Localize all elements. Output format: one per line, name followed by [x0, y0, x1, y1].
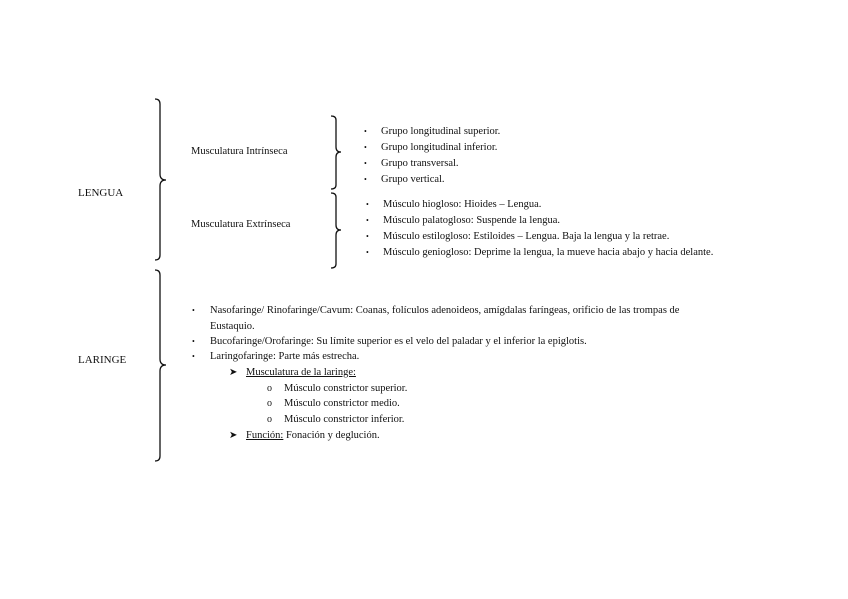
laringe-title: LARINGE: [78, 354, 127, 366]
list-item: Músculo constrictor superior.: [284, 383, 408, 394]
list-item: Músculo hiogloso: Hioides – Lengua.: [383, 199, 542, 210]
arrow-bullet-icon: ➤: [229, 367, 238, 378]
list-item: Músculo constrictor medio.: [284, 398, 400, 409]
list-item: Músculo palatogloso: Suspende la lengua.: [383, 215, 561, 226]
bullet-icon: •: [364, 159, 367, 168]
list-item: Músculo estilogloso: Estiloides – Lengua. Baja la lengua y la retrae.: [383, 231, 670, 242]
list-item: Grupo transversal.: [381, 158, 459, 169]
bullet-icon: •: [364, 127, 367, 136]
intrinseca-label: Musculatura Intrínseca: [191, 146, 288, 157]
laringe-brace: [150, 269, 170, 463]
list-item: Nasofaringe/ Rinofaringe/Cavum: Coanas, folículos adenoideos, amígdalas faríngeas, orificio de las trompas de: [210, 305, 680, 316]
bullet-icon: •: [366, 200, 369, 209]
bullet-icon: •: [366, 216, 369, 225]
circle-bullet-icon: o: [267, 383, 272, 394]
list-item: Bucofaringe/Orofaringe: Su límite superior es el velo del paladar y el inferior la epiglotis.: [210, 336, 587, 347]
intrinseca-brace: [328, 115, 348, 191]
funcion-text: Fonación y deglución.: [285, 430, 380, 441]
list-item-continuation: Eustaquio.: [210, 321, 255, 332]
bullet-icon: •: [364, 143, 367, 152]
circle-bullet-icon: o: [267, 414, 272, 425]
list-item: Músculo geniogloso: Deprime la lengua, la mueve hacia abajo y hacia delante.: [383, 247, 714, 258]
list-item: Grupo vertical.: [381, 174, 445, 185]
lengua-brace: [150, 98, 170, 262]
arrow-bullet-icon: ➤: [229, 430, 238, 441]
circle-bullet-icon: o: [267, 398, 272, 409]
lengua-title: LENGUA: [78, 187, 124, 199]
funcion-line: [246, 429, 380, 442]
list-item: Músculo constrictor inferior.: [284, 414, 405, 425]
bullet-icon: •: [366, 248, 369, 257]
list-item: Laringofaringe: Parte más estrecha.: [210, 351, 360, 362]
bullet-icon: •: [192, 337, 195, 346]
bullet-icon: •: [192, 352, 195, 361]
extrinseca-brace: [328, 192, 348, 270]
list-item: Grupo longitudinal inferior.: [381, 142, 498, 153]
extrinseca-label: Musculatura Extrínseca: [191, 219, 291, 230]
bullet-icon: •: [366, 232, 369, 241]
bullet-icon: •: [192, 306, 195, 315]
funcion-label: Función:: [246, 430, 284, 441]
bullet-icon: •: [364, 175, 367, 184]
list-item: Grupo longitudinal superior.: [381, 126, 501, 137]
musculatura-laringe-label: Musculatura de la laringe:: [246, 367, 356, 378]
